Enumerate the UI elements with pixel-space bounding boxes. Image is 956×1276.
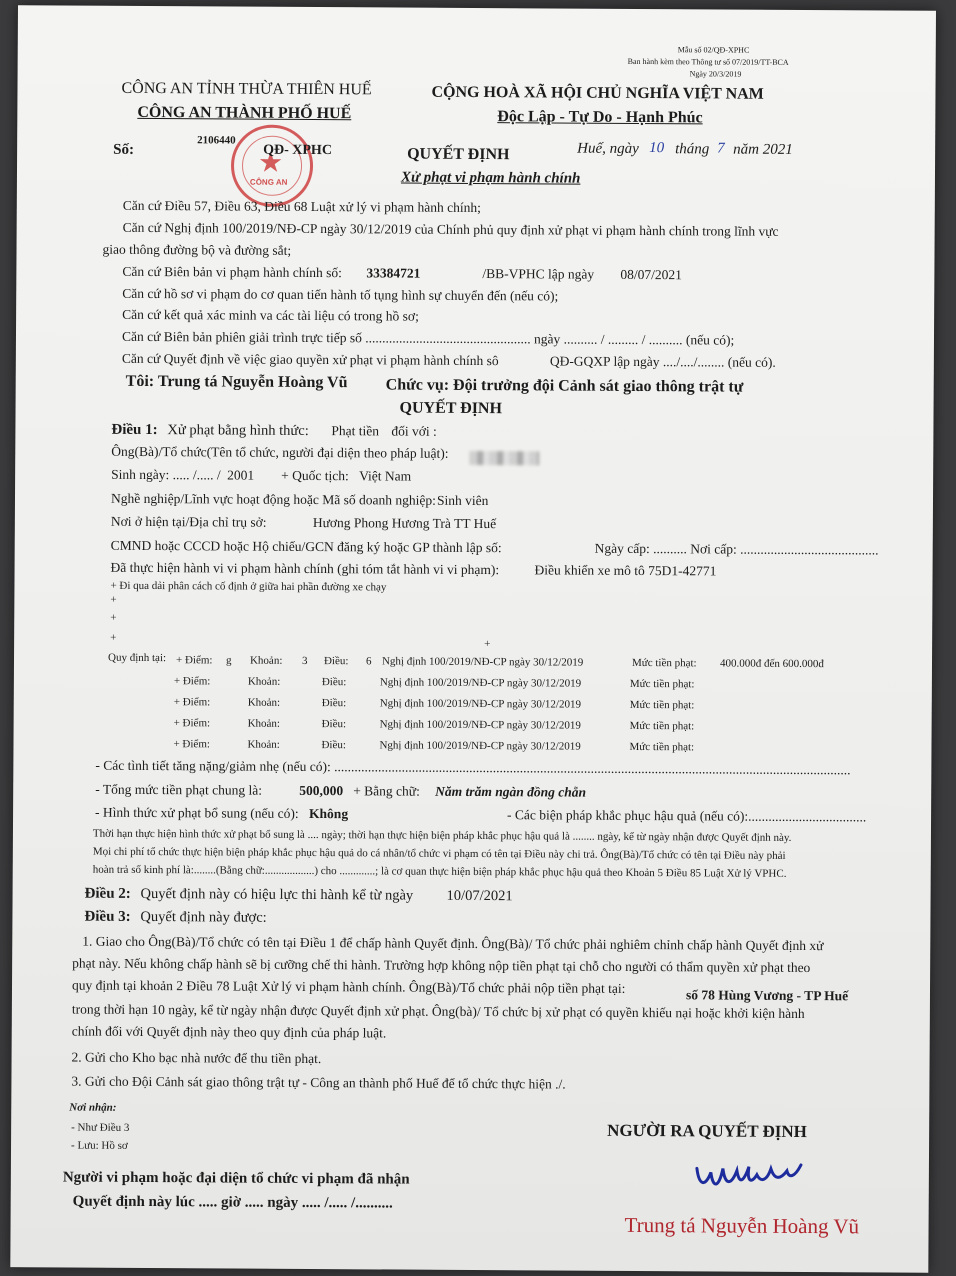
reg-muc: Mức tiền phạt:	[629, 698, 695, 712]
preamble-line: Căn cứ Biên bản vi phạm hành chính số:	[122, 263, 342, 281]
document-title: QUYẾT ĐỊNH	[407, 145, 510, 164]
total-label: - Tổng mức tiền phạt chung là:	[95, 781, 263, 798]
reg-nd: Nghị định 100/2019/NĐ-CP ngày 30/12/2019	[379, 718, 581, 732]
bienban-number: 33384721	[366, 265, 421, 281]
preamble-line: Căn cứ Quyết định về việc giao quyền xử phạt vi phạm hành chính sô	[121, 350, 499, 369]
dieu2-date: 10/07/2021	[446, 887, 513, 905]
reg-dieu: Điều:	[321, 718, 347, 731]
country-name: CỘNG HOÀ XÃ HỘI CHỦ NGHĨA VIỆT NAM	[431, 83, 764, 103]
motto: Độc Lập - Tự Do - Hạnh Phúc	[497, 108, 703, 127]
bienban-suffix: /BB-VPHC lập ngày	[482, 266, 595, 282]
so-number: 2106440	[197, 134, 236, 147]
date-place: Huế, ngày	[577, 140, 639, 157]
note-line: Mọi chi phí tổ chức thực hiện biện pháp khắc phục hậu quả do cá nhân/tổ chức vi phạm có tên tại Điều này chi trả. Ông(Bà)/Tổ chức có tên tại Điều này phải	[92, 845, 786, 862]
reg-dieu: Điều:	[323, 655, 349, 668]
reg-muc: Mức tiền phạt:	[629, 719, 695, 733]
so-suffix: QĐ- XPHC	[263, 142, 333, 159]
reg-khoan: Khoản:	[249, 654, 283, 667]
date-day: 10	[649, 140, 665, 157]
aggravating: - Các tình tiết tăng nặng/giảm nhẹ (nếu có): .........................................................................................................................................................	[95, 757, 851, 778]
recipient-item: - Lưu: Hồ sơ	[71, 1139, 128, 1152]
reg-khoan: Khoản:	[247, 738, 280, 751]
dieu3-paragraph: chính đối với Quyết định này theo quy định của pháp luật.	[71, 1023, 387, 1041]
reg-diem-v: g	[225, 654, 232, 667]
extra-label: - Hình thức xử phạt bổ sung (nếu có):	[95, 804, 299, 821]
dieu1-form: Xử phạt bằng hình thức:	[167, 422, 309, 439]
reg-dieu: Điều:	[321, 739, 346, 752]
preamble-line: Căn cứ Điều 57, Điều 63, Điều 68 Luật xử lý vi phạm hành chính;	[122, 197, 481, 216]
preamble-line: Căn cứ Biên bản phiên giải trình trực tiếp số ................................................. ngày .......... / ......... / .......... (nếu có);	[121, 328, 735, 348]
dieu3-paragraph: phạt này. Nếu không chấp hành sẽ bị cưỡng chế thi hành. Trường hợp không nộp tiền phạt tại chỗ cho người có thẩm quyền xử phạt theo	[72, 955, 811, 976]
reg-nd: Nghị định 100/2019/NĐ-CP ngày 30/12/2019	[379, 697, 582, 711]
preamble-line: QĐ-GQXP lập ngày ..../..../........ (nếu có).	[549, 353, 776, 370]
job-label: Nghề nghiệp/Lĩnh vực hoạt động hoặc Mã số doanh nghiệp:	[110, 490, 436, 508]
words-value: Năm trăm ngàn đồng chẵn	[435, 783, 587, 800]
dieu2-label: Điều 2:	[84, 885, 131, 902]
dieu1-doi-voi: đối với :	[391, 423, 437, 439]
reg-dieu-v: 6	[365, 655, 372, 668]
signer-name: Trung tá Nguyễn Hoàng Vũ	[624, 1212, 860, 1239]
preamble-line: Căn cứ Nghị định 100/2019/NĐ-CP ngày 30/12/2019 của Chính phủ quy định xử phạt vi phạm hành chính trong lĩnh vực	[122, 219, 779, 239]
bienban-date: 08/07/2021	[620, 266, 682, 283]
payment-place: số 78 Hùng Vương - TP Huế	[685, 987, 849, 1004]
violation-act: +	[110, 593, 117, 606]
reg-nd: Nghị định 100/2019/NĐ-CP ngày 30/12/2019	[379, 739, 581, 753]
reg-dieu: Điều:	[321, 676, 347, 689]
dieu1-label: Điều 1:	[111, 421, 158, 439]
recipients-label: Nơi nhận:	[69, 1101, 117, 1114]
violation-act: +	[110, 611, 117, 624]
regs-label: Quy định tại:	[107, 651, 167, 665]
form-circular: Ban hành kèm theo Thông tư số 07/2019/TT-BCA	[627, 56, 789, 67]
reg-muc-v: 400.000đ đến 600.000đ	[719, 657, 824, 671]
violation-act: +	[110, 631, 117, 644]
redacted-name	[469, 451, 539, 465]
reg-khoan: Khoản:	[247, 717, 281, 730]
preamble-line: Căn cứ hồ sơ vi phạm do cơ quan tiến hành tố tụng hình sự chuyển đến (nếu có);	[122, 285, 559, 304]
dieu3-paragraph: 3. Gửi cho Đội Cảnh sát giao thông trật tự - Công an thành phố Huế để tổ chức thực hiện ./.	[71, 1073, 566, 1092]
dieu3-paragraph: quy định tại khoản 2 Điều 78 Luật Xử lý vi phạm hành chính. Ông(Bà)/Tổ chức phải nộp tiền phạt tại:	[71, 977, 626, 996]
org-name: CÔNG AN THÀNH PHỐ HUẾ	[137, 103, 352, 123]
org-parent: CÔNG AN TỈNH THỪA THIÊN HUẾ	[121, 79, 372, 99]
date-month-label: tháng	[675, 141, 710, 158]
dieu2-text: Quyết định này có hiệu lực thi hành kể từ ngày	[140, 885, 414, 904]
receiver-line: Người vi phạm hoặc đại diện tổ chức vi phạm đã nhận	[62, 1169, 410, 1188]
reg-nd: Nghị định 100/2019/NĐ-CP ngày 30/12/2019	[381, 655, 584, 669]
official-stamp	[231, 125, 313, 207]
total-value: 500,000	[299, 782, 344, 799]
document-subtitle: Xử phạt vi phạm hành chính	[400, 169, 581, 187]
reg-diem: + Điểm:	[173, 675, 211, 688]
reg-diem: + Điểm:	[173, 717, 211, 730]
star-icon: ★	[257, 147, 284, 179]
recipient-item: - Như Điều 3	[71, 1121, 130, 1134]
note-line: Thời hạn thực hiện hình thức xử phạt bổ sung là .... ngày; thời hạn thực hiện biện pháp khắc phục hậu quả là ........ ngày, kể từ ngày nhận được Quyết định này.	[92, 827, 792, 844]
dob-year: 2001	[227, 467, 255, 483]
dieu3-label: Điều 3:	[84, 908, 131, 925]
nationality-label: + Quốc tịch:	[281, 467, 349, 484]
so-label: Số:	[113, 141, 135, 158]
dieu3-paragraph: 2. Gửi cho Kho bạc nhà nước để thu tiền phạt.	[71, 1049, 322, 1067]
address: Hương Phong Hương Trà TT Huế	[312, 515, 497, 532]
violation-act: + Đi qua dải phân cách cố định ở giữa hai phần đường xe chạy	[110, 579, 387, 594]
reg-khoan-v: 3	[301, 654, 308, 667]
dieu1-penalty: Phạt tiền	[331, 423, 380, 439]
reg-khoan: Khoản:	[247, 675, 281, 688]
reg-dieu: Điều:	[321, 697, 347, 710]
person-label: Ông(Bà)/Tổ chức(Tên tổ chức, người đại diện theo pháp luật):	[111, 443, 449, 461]
extra-value: Không	[309, 805, 349, 822]
dieu3-text: Quyết định này được:	[140, 908, 267, 926]
form-code: Mẫu số 02/QĐ-XPHC	[677, 45, 750, 55]
decider-label: NGƯỜI RA QUYẾT ĐỊNH	[607, 1120, 807, 1142]
vehicle: Điều khiển xe mô tô 75D1-42771	[534, 562, 717, 579]
reg-nd: Nghị định 100/2019/NĐ-CP ngày 30/12/2019	[379, 676, 582, 690]
signature	[691, 1154, 811, 1199]
preamble-line: giao thông đường bộ và đường sắt;	[102, 241, 292, 258]
form-date: Ngày 20/3/2019	[689, 69, 742, 79]
date-year: năm 2021	[733, 141, 793, 158]
violation-label: Đã thực hiện hành vi vi phạm hành chính (ghi tóm tắt hành vi vi phạm):	[110, 559, 500, 578]
dieu3-paragraph: trong thời hạn 10 ngày, kể từ ngày nhận được Quyết định xử phạt. Ông(bà)/ Tổ chức bị xử phạt có quyền khiếu nại hoặc khởi kiện hành	[71, 1001, 805, 1022]
officer-name: Tôi: Trung tá Nguyễn Hoàng Vũ	[125, 372, 348, 392]
decision-heading: QUYẾT ĐỊNH	[399, 399, 502, 418]
note-line: hoàn trả số kinh phí là:........(Bằng chữ:..................) cho .............; là cơ quan thực hiện biện pháp khắc phục hậu quả theo Khoản 5 Điều 85 Luật Xử lý VPHC.	[92, 863, 787, 880]
document-page	[10, 5, 936, 1273]
nationality: Việt Nam	[359, 468, 412, 484]
remedy: - Các biện pháp khắc phục hậu quả (nếu có):...................................	[507, 807, 867, 825]
id-label: CMND hoặc CCCD hoặc Hộ chiếu/GCN đăng ký hoặc GP thành lập số:	[110, 537, 502, 556]
reg-diem: + Điểm:	[173, 696, 211, 709]
violation-act-extra: +	[484, 638, 491, 651]
receiver-line: Quyết định này lúc ..... giờ ..... ngày ..... /..... /..........	[72, 1193, 393, 1212]
reg-muc: Mức tiền phạt:	[629, 677, 695, 691]
preamble-line: Căn cứ kết quả xác minh va các tài liệu có trong hồ sơ;	[122, 306, 419, 324]
issue-info: Ngày cấp: .......... Nơi cấp: .........................................	[594, 540, 879, 558]
reg-muc: Mức tiền phạt:	[629, 740, 695, 754]
reg-diem: + Điểm:	[173, 738, 210, 751]
reg-muc: Mức tiền phạt:	[631, 656, 697, 670]
officer-role: Chức vụ: Đội trưởng đội Cảnh sát giao thông trật tự	[385, 376, 744, 396]
date-month: 7	[717, 140, 725, 157]
words-label: + Bằng chữ:	[353, 783, 420, 799]
stamp-label: CÔNG AN	[249, 177, 288, 187]
dob-label: Sinh ngày: ..... /..... /	[111, 466, 221, 483]
reg-khoan: Khoản:	[247, 696, 281, 709]
dieu3-paragraph: 1. Giao cho Ông(Bà)/Tổ chức có tên tại Điều 1 để chấp hành Quyết định. Ông(Bà)/ Tổ chức phải nghiêm chỉnh chấp hành Quyết định xử	[82, 933, 824, 954]
reg-diem: + Điểm:	[175, 654, 213, 667]
job: Sinh viên	[436, 492, 489, 509]
address-label: Nơi ở hiện tại/Địa chỉ trụ sở:	[110, 513, 267, 530]
